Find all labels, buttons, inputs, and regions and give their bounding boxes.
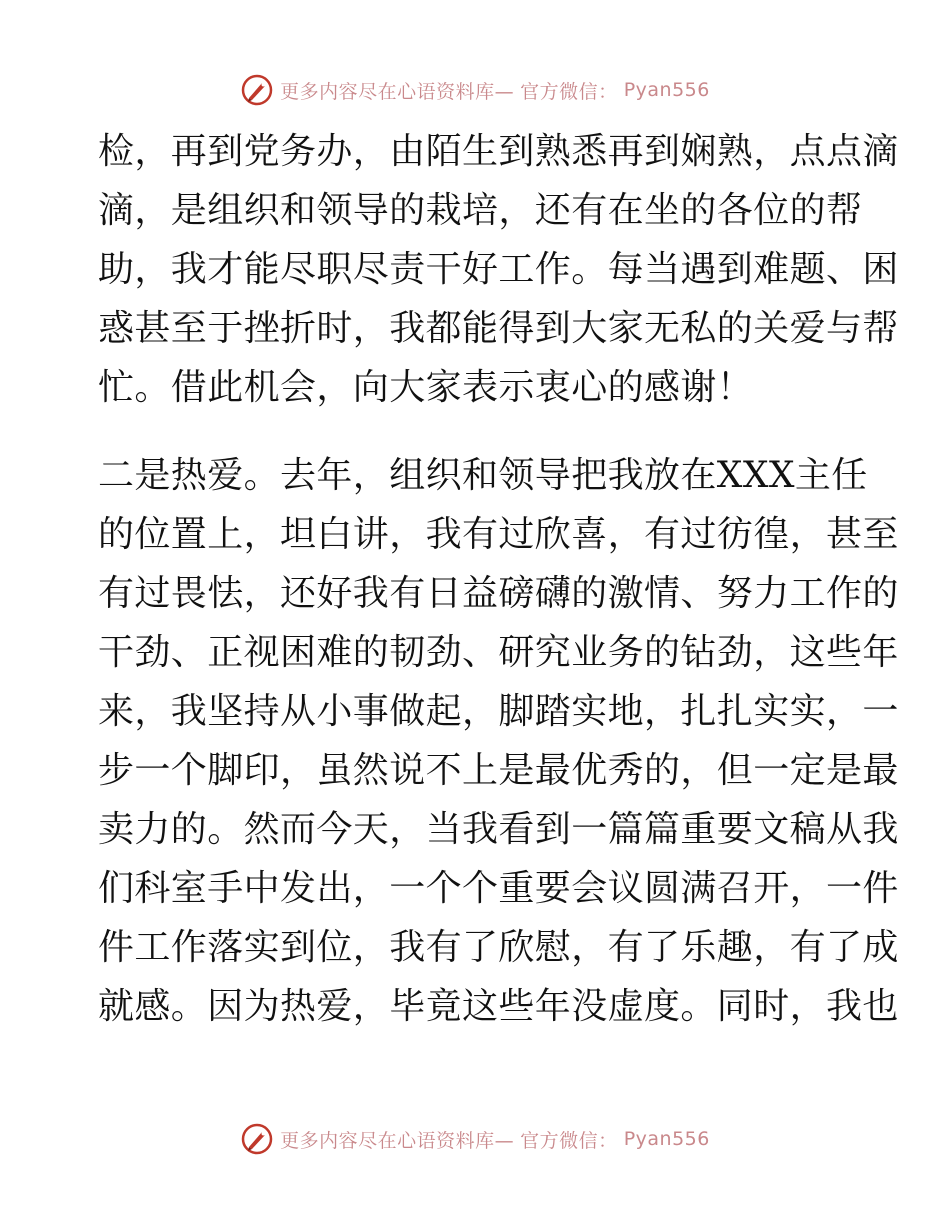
footer-watermark — [0, 1119, 950, 1159]
watermark-channel: 官方微信： — [520, 80, 618, 103]
text-line: 惑甚至于挫折时，我都能得到大家无私的关爱与帮 — [98, 308, 899, 349]
document-body — [98, 122, 899, 1036]
text-line: 助，我才能尽职尽责干好工作。每当遇到难题、困 — [98, 249, 899, 290]
text-line: 滴，是组织和领导的栽培，还有在坐的各位的帮 — [98, 190, 863, 231]
text-line: 有过畏怯，还好我有日益磅礴的激情、努力工作的 — [98, 573, 899, 614]
text-line: 步一个脚印，虽然说不上是最优秀的，但一定是最 — [98, 750, 899, 791]
text-line: 二是热爱。去年，组织和领导把我放在XXX主任 — [98, 455, 868, 496]
text-line: 忙。借此机会，向大家表示衷心的感谢！ — [98, 367, 754, 408]
watermark-text: 更多内容尽在心语资料库— — [280, 1129, 515, 1152]
watermark-channel: 官方微信： — [520, 1129, 618, 1152]
header-watermark — [0, 70, 950, 110]
watermark-text: 更多内容尽在心语资料库— — [280, 80, 515, 103]
text-line: 就感。因为热爱，毕竟这些年没虚度。同时，我也 — [98, 986, 899, 1027]
text-line: 干劲、正视困难的韧劲、研究业务的钻劲，这些年 — [98, 632, 899, 673]
text-line: 来，我坚持从小事做起，脚踏实地，扎扎实实，一 — [98, 691, 899, 732]
text-line: 件工作落实到位，我有了欣慰，有了乐趣，有了成 — [98, 927, 899, 968]
text-line: 卖力的。然而今天，当我看到一篇篇重要文稿从我 — [98, 809, 899, 850]
pen-logo-icon — [240, 73, 274, 107]
text-line: 的位置上，坦白讲，我有过欣喜，有过彷徨，甚至 — [98, 514, 899, 555]
pen-logo-icon — [240, 1122, 274, 1156]
watermark-id: Pyan556 — [623, 79, 710, 101]
watermark-id: Pyan556 — [623, 1128, 710, 1150]
text-line: 检，再到党务办，由陌生到熟悉再到娴熟，点点滴 — [98, 131, 899, 172]
text-line: 们科室手中发出，一个个重要会议圆满召开，一件 — [98, 868, 899, 909]
